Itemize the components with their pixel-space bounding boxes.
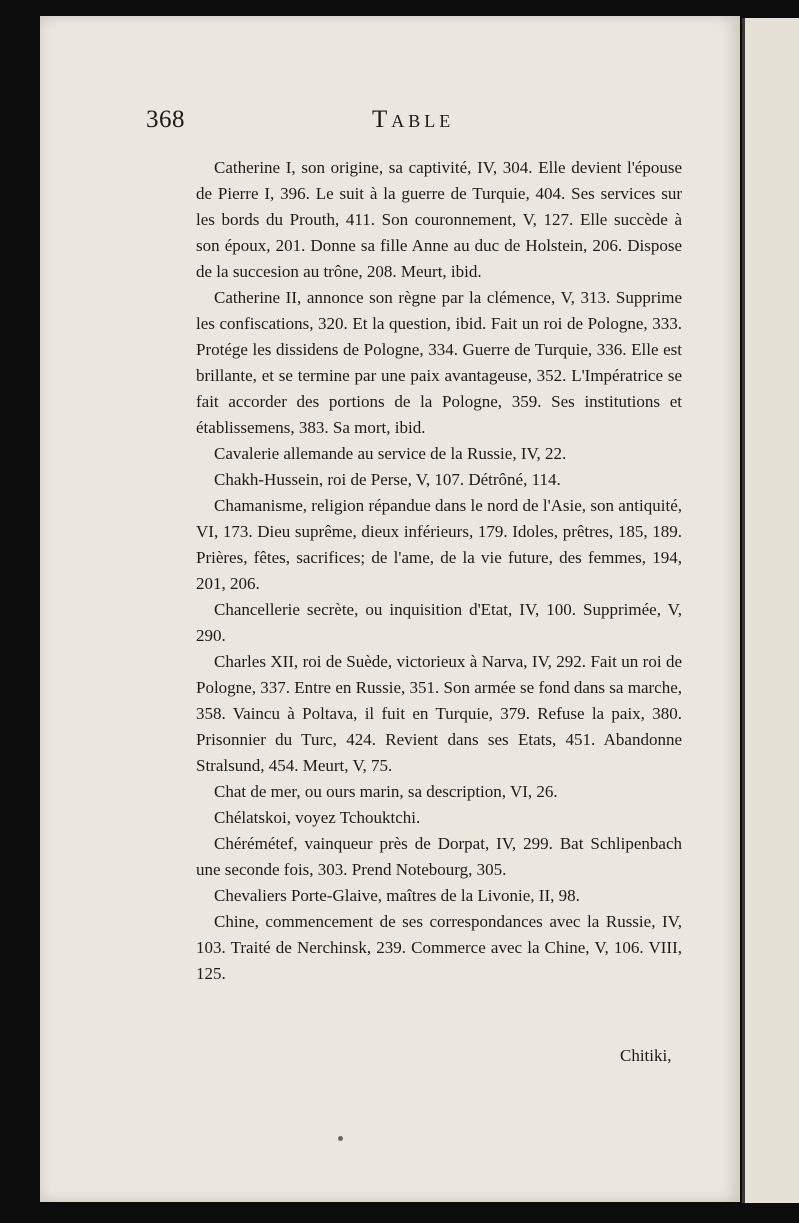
index-entry: Chamanisme, religion répandue dans le nord de l'Asie, son antiquité, VI, 173. Dieu suprême, dieux inférieurs, 179. Idoles, prêtres, 185, 189. Prières, fêtes, sacrifices; de l'ame, de la vie future, des femmes, 194, 201, 206.: [196, 496, 682, 593]
index-entries: [196, 155, 682, 987]
facing-page-edge: [742, 18, 799, 1203]
paper-spot: [338, 1136, 343, 1141]
index-entry: Chat de mer, ou ours marin, sa description, VI, 26.: [214, 782, 558, 801]
index-entry: Chakh-Hussein, roi de Perse, V, 107. Détrôné, 114.: [214, 470, 561, 489]
index-entry: Catherine II, annonce son règne par la clémence, V, 313. Supprime les confiscations, 320. Et la question, ibid. Fait un roi de Pologne, 333. Protége les dissidens de Pologne, 334. Guerre de Turquie, 336. Elle est brillante, et se termine par une paix avantageuse, 352. L'Impératrice se fait accorder des portions de la Pologne, 359. Ses institutions et établissemens, 383. Sa mort, ibid.: [196, 288, 682, 437]
index-entry: Cavalerie allemande au service de la Russie, IV, 22.: [214, 444, 567, 463]
index-entry: Chevaliers Porte-Glaive, maîtres de la Livonie, II, 98.: [214, 886, 580, 905]
page-header: [146, 100, 666, 140]
index-entry: Chancellerie secrète, ou inquisition d'Etat, IV, 100. Supprimée, V, 290.: [196, 600, 682, 645]
index-entry: Catherine I, son origine, sa captivité, IV, 304. Elle devient l'épouse de Pierre I, 396. Le suit à la guerre de Turquie, 404. Ses services sur les bords du Prouth, 411. Son couronnement, V, 127. Elle succède à son époux, 201. Donne sa fille Anne au duc de Holstein, 206. Dispose de la succesion au trône, 208. Meurt, ibid.: [196, 158, 682, 281]
page-number: 368: [146, 106, 185, 133]
running-head: Table: [372, 106, 455, 133]
index-entry: Chine, commencement de ses correspondances avec la Russie, IV, 103. Traité de Nerchinsk, 239. Commerce avec la Chine, V, 106. VIII, 125.: [196, 912, 682, 983]
index-entry: Chérémétef, vainqueur près de Dorpat, IV, 299. Bat Schlipenbach une seconde fois, 303. Prend Notebourg, 305.: [196, 834, 682, 879]
index-entry: Chélatskoi, voyez Tchouktchi.: [214, 808, 421, 827]
index-entry: Charles XII, roi de Suède, victorieux à Narva, IV, 292. Fait un roi de Pologne, 337. Entre en Russie, 351. Son armée se fond dans sa marche, 358. Vaincu à Poltava, il fuit en Turquie, 379. Refuse la paix, 380. Prisonnier du Turc, 424. Revient dans ses Etats, 451. Abandonne Stralsund, 454. Meurt, V, 75.: [196, 652, 682, 775]
catchword: Chitiki,: [620, 1046, 672, 1065]
